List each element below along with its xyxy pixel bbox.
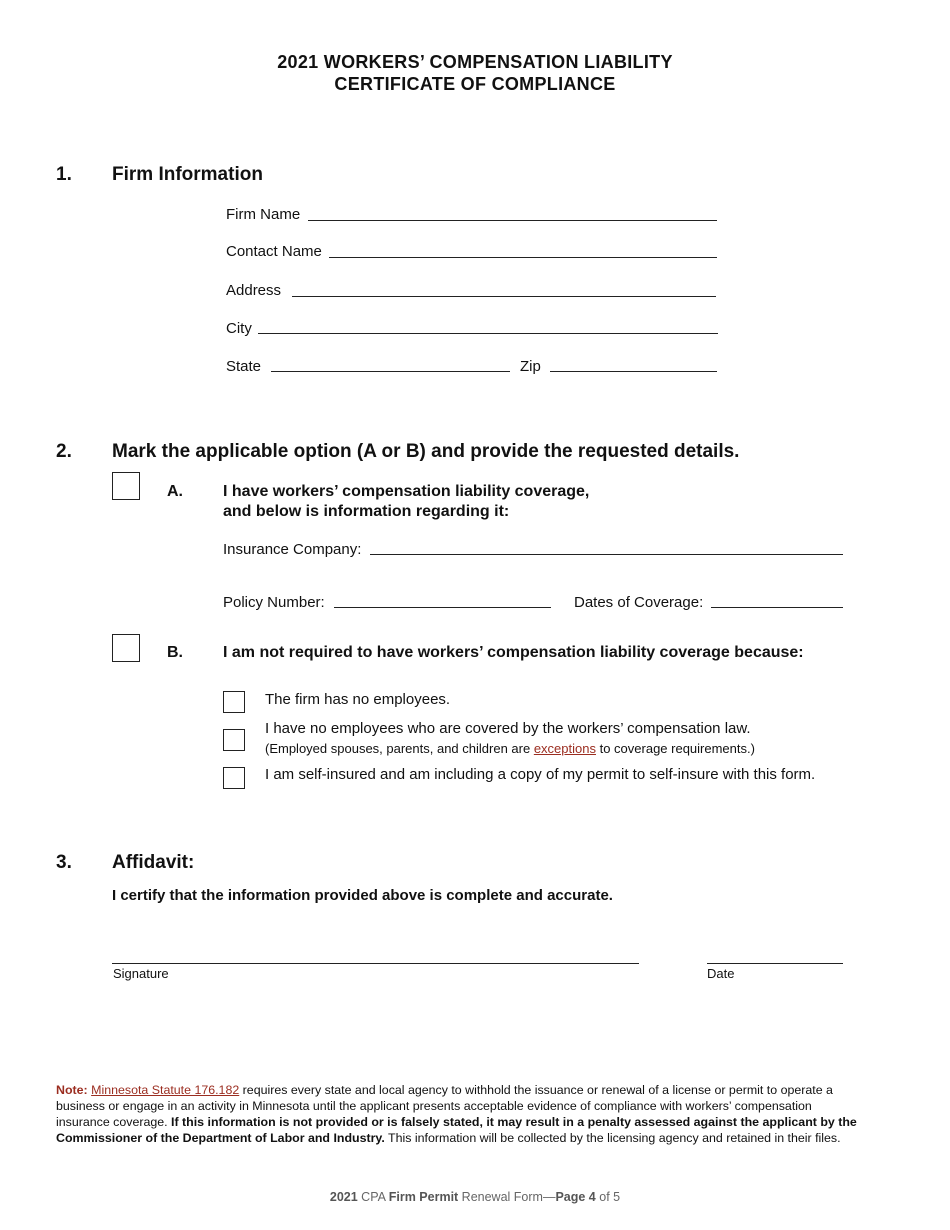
insurance-company-field[interactable] xyxy=(370,554,843,555)
contact-name-field[interactable] xyxy=(329,257,717,258)
address-label: Address xyxy=(226,282,282,299)
insurance-company-label: Insurance Company: xyxy=(223,541,362,558)
policy-number-label: Policy Number: xyxy=(223,594,325,611)
form-title-line2: CERTIFICATE OF COMPLIANCE xyxy=(334,74,616,94)
section3-number: 3. xyxy=(56,852,72,873)
dates-of-coverage-field[interactable] xyxy=(711,607,843,608)
zip-field[interactable] xyxy=(550,371,717,372)
state-field[interactable] xyxy=(271,371,510,372)
section2-number: 2. xyxy=(56,441,72,462)
option-a-letter: A. xyxy=(167,483,183,500)
reason-exceptions-note: (Employed spouses, parents, and children are exceptions to coverage requirements.) xyxy=(265,741,755,756)
state-label: State xyxy=(226,358,262,375)
section3-title: Affidavit: xyxy=(112,852,195,873)
option-b-checkbox[interactable] xyxy=(112,634,140,662)
legal-note: Note: Minnesota Statute 176.182 requires every state and local agency to withhold the issuance or renewal of a license or permit to operate a business or engage in an activity in Minnesota until the applicant presents acceptable evidence of compliance with workers’ compensation insurance coverage. If this information is not provided or is falsely stated, it may result in a penalty assessed against the applicant by the Commissioner of the Department of Labor and Industry. This information will be collected by the licensing agency and retained in their files. xyxy=(56,1083,857,1145)
section1-title: Firm Information xyxy=(112,164,263,185)
signature-field[interactable] xyxy=(112,963,639,964)
contact-name-label: Contact Name xyxy=(226,243,322,260)
form-title-line1: 2021 WORKERS’ COMPENSATION LIABILITY xyxy=(277,52,673,72)
option-b-text: I am not required to have workers’ compensation liability coverage because: xyxy=(223,644,804,661)
firm-name-field[interactable] xyxy=(308,220,717,221)
exceptions-link[interactable]: exceptions xyxy=(533,741,596,756)
date-field[interactable] xyxy=(707,963,843,964)
reason-self-insured-checkbox[interactable] xyxy=(223,767,245,789)
policy-number-field[interactable] xyxy=(334,607,551,608)
address-field[interactable] xyxy=(292,296,716,297)
reason-no-employees-text: The firm has no employees. xyxy=(265,691,451,708)
option-a-text-line2: and below is information regarding it: xyxy=(223,503,510,520)
section1-number: 1. xyxy=(56,164,72,185)
signature-label: Signature xyxy=(113,966,169,981)
option-a-text-line1: I have workers’ compensation liability coverage, xyxy=(223,483,590,500)
affidavit-statement: I certify that the information provided above is complete and accurate. xyxy=(112,887,613,904)
note-label: Note: xyxy=(56,1083,88,1097)
reason-no-covered-employees-checkbox[interactable] xyxy=(223,729,245,751)
reason-self-insured-text: I am self-insured and am including a copy of my permit to self-insure with this form. xyxy=(265,766,816,783)
zip-label: Zip xyxy=(520,358,541,375)
reason-no-employees-checkbox[interactable] xyxy=(223,691,245,713)
option-a-checkbox[interactable] xyxy=(112,472,140,500)
dates-of-coverage-label: Dates of Coverage: xyxy=(574,594,704,611)
reason-no-covered-employees-text: I have no employees who are covered by the workers’ compensation law. xyxy=(265,720,751,737)
city-label: City xyxy=(226,320,252,337)
date-label: Date xyxy=(707,966,735,981)
city-field[interactable] xyxy=(258,333,718,334)
firm-name-label: Firm Name xyxy=(226,206,301,223)
section2-title: Mark the applicable option (A or B) and provide the requested details. xyxy=(112,441,740,462)
statute-link[interactable]: Minnesota Statute 176.182 xyxy=(91,1083,240,1097)
page-footer: 2021 CPA Firm Permit Renewal Form—Page 4 of 5 xyxy=(329,1190,621,1204)
option-b-letter: B. xyxy=(167,644,183,661)
